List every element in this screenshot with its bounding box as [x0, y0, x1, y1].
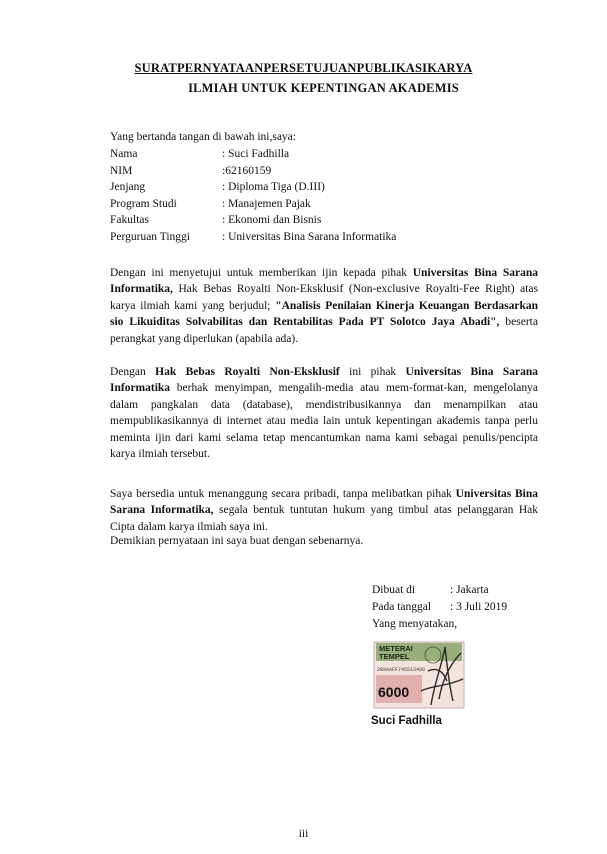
- identity-label: Jenjang: [110, 181, 146, 193]
- page-number: iii: [298, 828, 309, 840]
- consent-paragraph: [110, 265, 538, 347]
- paragraph-text: Dengan ini menyetujui untuk memberikan ijin kepada pihak: [110, 267, 413, 279]
- closing-statement: Demikian pernyataan ini saya buat dengan sebenarnya.: [110, 535, 364, 547]
- date-value: : 3 Juli 2019: [450, 601, 508, 613]
- paragraph-text: Dengan: [110, 366, 156, 378]
- identity-label: NIM: [110, 165, 133, 177]
- signer-name: Suci Fadhilla: [371, 715, 442, 727]
- paragraph-text: berhak menyimpan, mengalih-media atau mem-format-kan, mengelolanya dalam pangkalan data (database), mendistribusikannya dan menampilkan atau mempublikasikannya di internet atau media lain untuk kepentingan akademis tanpa perlu meminta ijin dari kami selama tetap mencantumkan nama kami sebagai penulis/pencipta karya ilmiah tersebut.: [110, 382, 538, 461]
- stamp-serial: 2B9AAFF745513400: [377, 667, 426, 673]
- identity-row-jenjang: [110, 181, 325, 193]
- identity-value: : Suci Fadhilla: [222, 148, 290, 160]
- license-name: Hak Bebas Royalti Non-Eksklusif: [155, 366, 340, 378]
- paragraph-text: beserta perangkat yang diperlukan (apabila ada).: [110, 316, 538, 345]
- paragraph-text: Hak Bebas Royalti Non-Eksklusif (Non-exclusive Royalti-Fee Right) atas karya ilmiah kami yang berjudul;: [110, 283, 538, 312]
- identity-label: Perguruan Tinggi: [110, 231, 190, 243]
- identity-value: :62160159: [222, 165, 272, 177]
- identity-row-nim: [110, 165, 271, 177]
- paragraph-text: Saya bersedia untuk menanggung secara pribadi, tanpa melibatkan pihak: [110, 488, 456, 500]
- place-label: Dibuat di: [372, 584, 416, 596]
- liability-paragraph: [110, 486, 538, 535]
- paragraph-text: ini pihak: [339, 366, 406, 378]
- revenue-stamp-with-signature: [373, 641, 465, 709]
- identity-label: Fakultas: [110, 214, 149, 226]
- place-value: : Jakarta: [450, 584, 489, 596]
- identity-row-nama: [110, 148, 289, 160]
- identity-row-program-studi: [110, 198, 311, 210]
- identity-row-fakultas: [110, 214, 321, 226]
- signature-date-row: [372, 601, 507, 613]
- document-title-line-2: ILMIAH UNTUK KEPENTINGAN AKADEMIS: [188, 81, 459, 95]
- document-title-line-1: SURATPERNYATAANPERSETUJUANPUBLIKASIKARYA: [134, 61, 473, 75]
- declarant-label: Yang menyatakan,: [372, 618, 458, 630]
- identity-value: : Manajemen Pajak: [222, 198, 311, 210]
- identity-label: Nama: [110, 148, 138, 160]
- university-name: Universitas Bina Sarana Informatika: [110, 366, 538, 395]
- thesis-title: "Analisis Penilaian Kinerja Keuangan Berdasarkan sio Likuiditas Solvabilitas dan Rentabilitas Pada PT Solotco Jaya Abadi",: [110, 299, 538, 329]
- identity-value: : Universitas Bina Sarana Informatika: [222, 231, 397, 243]
- signature-place-row: [372, 584, 489, 596]
- date-label: Pada tanggal: [372, 601, 432, 613]
- identity-label: Program Studi: [110, 198, 177, 210]
- rights-paragraph: [110, 364, 538, 462]
- identity-value: : Ekonomi dan Bisnis: [222, 214, 322, 226]
- paragraph-text: segala bentuk tuntutan hukum yang timbul atas pelanggaran Hak Cipta dalam karya ilmiah saya ini.: [110, 504, 539, 533]
- university-name: Universitas Bina Sarana Informatika,: [110, 267, 538, 296]
- stamp-value: 6000: [378, 684, 410, 700]
- stamp-label-tempel: TEMPEL: [379, 652, 410, 661]
- university-name: Universitas Bina Sarana Informatika,: [110, 488, 539, 517]
- identity-row-perguruan-tinggi: [110, 231, 396, 243]
- intro-text: Yang bertanda tangan di bawah ini,saya:: [110, 131, 296, 143]
- identity-value: : Diploma Tiga (D.III): [222, 181, 325, 193]
- stamp-label-meterai: METERAI: [379, 644, 413, 653]
